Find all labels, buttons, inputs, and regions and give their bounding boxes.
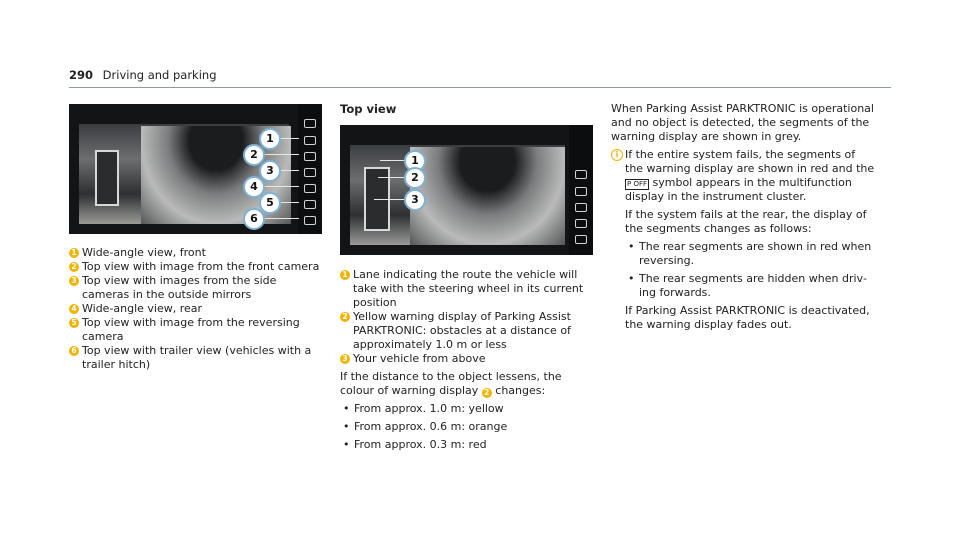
view-icon-4 <box>575 219 587 228</box>
legend-number: 2 <box>340 312 350 322</box>
bullet-item: • From approx. 0.6 m: orange <box>340 420 595 434</box>
legend-number: 4 <box>69 304 79 314</box>
legend-number: 5 <box>69 318 79 328</box>
info-icon: i <box>611 149 623 161</box>
top-view-legend <box>340 268 595 452</box>
road-view <box>410 147 565 245</box>
view-icon-6 <box>304 200 316 209</box>
section-heading: Top view <box>340 102 397 116</box>
legend-item <box>69 344 324 372</box>
camera-menu-sidebar <box>298 104 322 234</box>
bullet-item: • From approx. 1.0 m: yellow <box>340 402 595 416</box>
callout-6: 6 <box>243 208 265 230</box>
deactivated-paragraph: If Parking Assist PARKTRONIC is deactivated, the warning display fades out. <box>625 304 870 331</box>
legend-item <box>69 260 324 274</box>
view-icon-3 <box>575 203 587 212</box>
section-title: Driving and parking <box>102 68 217 82</box>
callout-line <box>261 186 299 187</box>
callout-3: 3 <box>259 160 281 182</box>
view-icon-7 <box>304 216 316 225</box>
legend-item <box>69 274 324 302</box>
callout-1: 1 <box>404 150 426 172</box>
legend-number: 1 <box>69 248 79 258</box>
view-icon-5 <box>304 184 316 193</box>
rear-failure-paragraph: If the system fails at the rear, the display of the segments changes as follows: <box>625 208 867 235</box>
legend-item <box>340 310 595 352</box>
legend-text: Top view with image from the front camera <box>82 260 320 273</box>
legend-text: Yellow warning display of Parking Assist PARKTRONIC: obstacles at a distance of approximately 1.0 m or less <box>353 310 571 351</box>
bullet-item: • The rear segments are shown in red when reversing. <box>625 240 876 268</box>
callout-2: 2 <box>404 167 426 189</box>
camera-view-selector-figure <box>69 104 322 234</box>
view-icon-5 <box>575 235 587 244</box>
callout-3: 3 <box>404 189 426 211</box>
page-header <box>69 68 217 82</box>
camera-menu-sidebar <box>569 125 593 255</box>
legend-text: Top view with trailer view (vehicles with a trailer hitch) <box>82 344 312 371</box>
header-divider <box>69 87 891 88</box>
legend-number: 1 <box>340 270 350 280</box>
legend-text: Wide-angle view, rear <box>82 302 203 315</box>
page-number: 290 <box>69 68 94 82</box>
callout-line <box>261 154 299 155</box>
legend-item <box>340 268 595 310</box>
legend-text: Top view with image from the reversing camera <box>82 316 300 343</box>
paragraph-text: changes: <box>495 384 546 397</box>
callout-line <box>261 218 299 219</box>
note-text: symbol appears in the multifunction display in the instrument cluster. <box>625 176 852 203</box>
callout-2: 2 <box>243 144 265 166</box>
bullet-item: • From approx. 0.3 m: red <box>340 438 595 452</box>
distance-paragraph <box>340 370 595 398</box>
legend-text: Your vehicle from above <box>353 352 486 365</box>
callout-4: 4 <box>243 176 265 198</box>
callout-line <box>374 199 408 200</box>
callout-1: 1 <box>259 128 281 150</box>
view-icon-3 <box>304 152 316 161</box>
view-icon-4 <box>304 168 316 177</box>
callout-5: 5 <box>259 192 281 214</box>
inline-number: 2 <box>482 388 492 398</box>
legend-text: Lane indicating the route the vehicle will take with the steering wheel in its current position <box>353 268 584 309</box>
figure1-legend <box>69 246 324 372</box>
operational-paragraph: When Parking Assist PARKTRONIC is operational and no object is detected, the segments of the warning display are shown in grey. <box>611 102 874 143</box>
note-text: If the entire system fails, the segments of the warning display are shown in red and the <box>625 148 875 175</box>
legend-text: Top view with images from the side cameras in the outside mirrors <box>82 274 277 301</box>
legend-number: 2 <box>69 262 79 272</box>
legend-number: 3 <box>340 354 350 364</box>
top-view-figure <box>340 125 593 255</box>
bullet-item: • The rear segments are hidden when driving forwards. <box>625 272 876 300</box>
legend-number: 3 <box>69 276 79 286</box>
view-icon-1 <box>575 170 587 179</box>
vehicle-top-view <box>95 150 119 206</box>
view-icon-2 <box>575 187 587 196</box>
legend-item <box>69 316 324 344</box>
parking-off-symbol-icon: P OFF <box>627 180 648 188</box>
view-icon-2 <box>304 136 316 145</box>
paragraph-text: If the distance to the object lessens, the colour of warning display <box>340 370 562 397</box>
legend-item <box>69 302 324 316</box>
view-icon-1 <box>304 119 316 128</box>
legend-number: 6 <box>69 346 79 356</box>
parktronic-section <box>611 102 876 332</box>
legend-text: Wide-angle view, front <box>82 246 206 259</box>
legend-item <box>69 246 324 260</box>
note-block <box>611 148 876 204</box>
legend-item <box>340 352 595 366</box>
